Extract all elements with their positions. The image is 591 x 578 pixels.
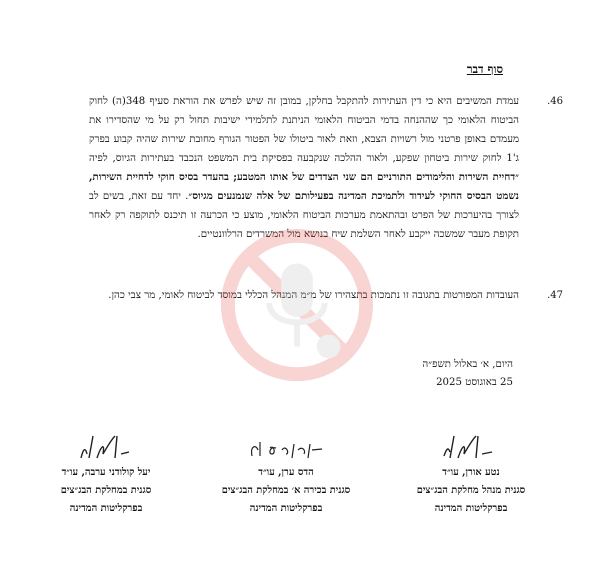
signer-role: סגנית במחלקת הבג״צים bbox=[60, 485, 152, 496]
paragraph-text: עמדת המשיבים היא כי דין העתירות להתקבל בחלקן, במובן זה שיש לפרש את הוראת סעיף 348(ה) לחוק הביטוח הלאומי כך שההנחה בדמי הביטוח הלאומי הניתנת לתלמידי ישיבות תחול רק על מי שהסדירו את מעמדם באופן פרטני מול רשויות הצבא, וזאת לאור ביטולו של הפטור הגורף מחובת שירות שהיה קבוע בפרק ג'1 לחוק שירות ביטחון שפקע, ולאור ההלכה שנקבעה בפסיקת בית המשפט הנכבד בעתירות הגיוס, לפיה bbox=[89, 96, 520, 164]
signature-block-kolodny bbox=[31, 432, 181, 518]
paragraph-46 bbox=[89, 92, 563, 244]
paragraph-text: העובדות המפורטות בתגובה זו נתמכות בתצהירו של מ״מ המנהל הכללי במוסד לביטוח לאומי, מר צבי כהן. bbox=[108, 290, 519, 301]
signer-org: בפרקליטות המדינה bbox=[249, 503, 323, 514]
section-heading: סוף דבר bbox=[466, 62, 503, 76]
date-gregorian: 25 באוגוסט 2025 bbox=[436, 377, 513, 388]
paragraph-text-continued: . יחד עם זאת, בשים לב לצורך בהיערכות של הפרט ובהתאמת מערכות הביטוח הלאומי, מוצע כי הכרעה זו תיכנס לתוקפה רק לאחר תקופת מעבר שמשכה ייקבע לאחר השלמת שיח בנושא מול המשרדים הרלוונטיים. bbox=[89, 191, 519, 240]
signer-org: בפרקליטות המדינה bbox=[69, 503, 143, 514]
handwritten-signature-icon bbox=[436, 432, 506, 462]
signer-role: סגנית מנהל מחלקת הבג״צים bbox=[416, 485, 526, 496]
signer-name: נטע אורן, עו״ד bbox=[442, 467, 500, 478]
handwritten-signature-icon bbox=[71, 432, 141, 462]
signer-name: הדס ערן, עו״ד bbox=[258, 467, 314, 478]
date-hebrew: היום, א׳ באלול תשפ״ה bbox=[422, 359, 513, 370]
no-entry-microphone-stamp-icon bbox=[218, 226, 376, 384]
paragraph-number: .46 bbox=[547, 96, 563, 107]
signer-role: סגנית בכירה א׳ במחלקת הבג״צים bbox=[221, 485, 351, 496]
signer-org: בפרקליטות המדינה bbox=[434, 503, 508, 514]
paragraph-number: .47 bbox=[547, 290, 563, 301]
paragraph-quote-bold: ״דחיית השירות והלימודים התורניים הם שני הצדדים של אותו המטבע; בהעדר בסיס חוקי לדחיית השירות, נשמט הבסיס החוקי לעידוד ולתמיכת המדינה בפעילותם של אלה שנמנעים מגיוס״ bbox=[89, 171, 519, 202]
handwritten-signature-icon bbox=[246, 436, 326, 462]
signer-name: יעל קולודני ערבה, עו״ד bbox=[61, 467, 151, 478]
signature-block-eran bbox=[211, 436, 361, 518]
signature-block-oren bbox=[396, 432, 546, 518]
